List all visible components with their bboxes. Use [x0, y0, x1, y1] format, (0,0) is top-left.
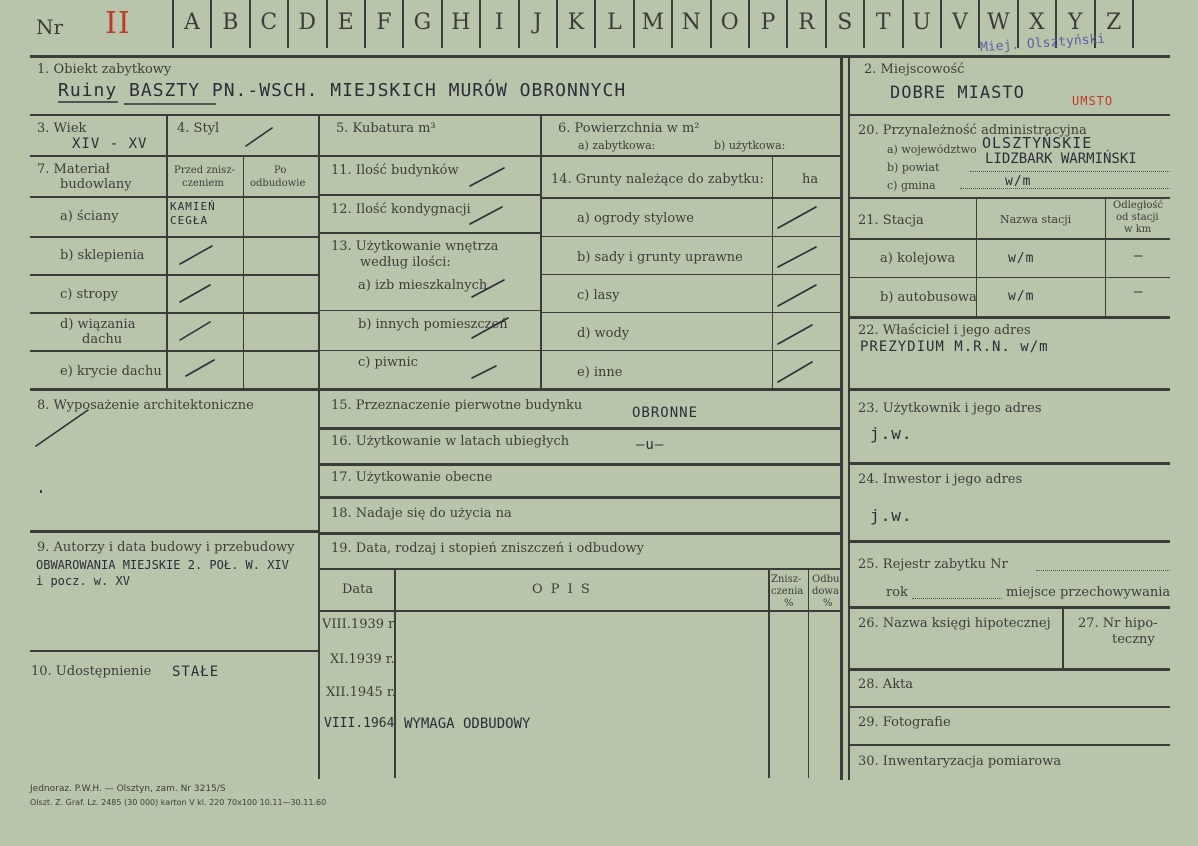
field-29-label: 29. Fotografie — [858, 715, 951, 730]
field-25-rok: rok — [886, 585, 908, 600]
field-19-row-1-date: VIII.1939 r. — [322, 617, 398, 632]
field-19-row-2-date: XI.1939 r. — [330, 652, 395, 667]
letter-a: A — [184, 10, 200, 35]
field-19-row-4-opis: WYMAGA ODBUDOWY — [404, 716, 531, 732]
field-21a-label: a) kolejowa — [880, 251, 956, 266]
field-7e-label: e) krycie dachu — [60, 364, 162, 379]
field-1-value: Ruiny BASZTY PN.-WSCH. MIEJSKICH MURÓW OBRONNYCH — [58, 80, 627, 101]
field-23-label: 23. Użytkownik i jego adres — [858, 401, 1042, 416]
field-14a-label: a) ogrody stylowe — [577, 211, 694, 226]
field-10-label: 10. Udostępnienie — [31, 664, 152, 679]
field-21-col-dist: Odległość — [1113, 200, 1164, 211]
field-7d-label-2: dachu — [82, 332, 123, 347]
field-6-label: 6. Powierzchnia w m² — [558, 121, 700, 136]
field-20c-label: c) gmina — [887, 179, 936, 192]
field-19-col-data: Data — [342, 582, 374, 597]
field-3-label: 3. Wiek — [37, 121, 87, 136]
field-26-label: 26. Nazwa księgi hipotecznej — [858, 616, 1051, 631]
field-21a-dist: — — [1134, 248, 1144, 264]
field-27-label-2: teczny — [1112, 632, 1155, 647]
letter-r: R — [798, 10, 815, 35]
field-23-value: j.w. — [870, 424, 913, 443]
letter-v: V — [952, 10, 968, 35]
field-19-col-opis: O P I S — [532, 582, 592, 597]
nr-label: Nr — [36, 15, 64, 39]
field-7-col-after-2: odbudowie — [250, 178, 306, 189]
field-19-col-zn-3: % — [784, 598, 794, 609]
letter-l: L — [607, 10, 622, 35]
letter-e: E — [337, 10, 354, 35]
field-30-label: 30. Inwentaryzacja pomiarowa — [858, 754, 1062, 769]
field-25-miejsce: miejsce przechowywania — [1006, 585, 1171, 600]
field-2-label: 2. Miejscowość — [864, 62, 965, 77]
field-14b-label: b) sady i grunty uprawne — [577, 250, 743, 265]
field-20-label: 20. Przynależność administracyjna — [858, 123, 1087, 138]
stroke-styl — [246, 128, 272, 146]
letter-u: U — [912, 10, 931, 35]
letter-t: T — [875, 10, 891, 35]
field-20c-value: w/m — [1005, 174, 1032, 189]
field-20b-value: LIDZBARK WARMIŃSKI — [985, 151, 1137, 167]
letter-n: N — [681, 10, 701, 35]
field-7-col-after: Po — [274, 165, 287, 176]
footer-line-1: Jednoraz. P.W.H. — Olsztyn, zam. Nr 3215/S — [30, 784, 226, 794]
field-13b-label: b) innych pomieszczeń — [358, 317, 508, 332]
letter-k: K — [567, 10, 585, 35]
field-19-row-3-date: XII.1945 r. — [326, 685, 396, 700]
field-7d-label: d) wiązania — [60, 317, 136, 332]
letter-c: C — [260, 10, 278, 35]
field-7-label-2: budowlany — [60, 177, 132, 192]
letter-b: B — [222, 10, 239, 35]
field-19-label: 19. Data, rodzaj i stopień zniszczeń i odbudowy — [331, 541, 645, 556]
field-10-value: STAŁE — [172, 664, 220, 680]
letter-m: M — [641, 10, 665, 35]
field-15-label: 15. Przeznaczenie pierwotne budynku — [331, 398, 583, 413]
field-24-value: j.w. — [870, 506, 913, 525]
field-22-value: PREZYDIUM M.R.N. w/m — [860, 339, 1049, 355]
field-7-col-before-2: czeniem — [182, 178, 224, 189]
field-2-extra: UMSTO — [1072, 94, 1114, 108]
field-21-label: 21. Stacja — [858, 213, 924, 228]
field-21-col-dist-3: w km — [1124, 224, 1152, 235]
field-7-label: 7. Materiał — [37, 162, 110, 177]
stamp-text: Miej. Olsztyński — [979, 31, 1106, 56]
field-21b-dist: — — [1134, 284, 1144, 300]
field-28-label: 28. Akta — [858, 677, 914, 692]
field-14-label: 14. Grunty należące do zabytku: — [551, 172, 764, 187]
field-16-label: 16. Użytkowanie w latach ubiegłych — [331, 434, 570, 449]
field-13-label-2: według ilości: — [360, 255, 451, 270]
field-20b-label: b) powiat — [887, 161, 940, 174]
field-22-label: 22. Właściciel i jego adres — [858, 323, 1031, 338]
field-19-col-zn: Znisz- — [771, 574, 802, 585]
letter-z: Z — [1105, 10, 1122, 35]
field-7-col-before: Przed znisz- — [174, 165, 235, 176]
field-8-label: 8. Wyposażenie architektoniczne — [37, 398, 254, 413]
letter-j: J — [533, 10, 542, 35]
field-7a-label: a) ściany — [60, 209, 119, 224]
field-9-value: OBWAROWANIA MIEJSKIE 2. POŁ. W. XIV — [36, 558, 289, 572]
field-4-label: 4. Styl — [177, 121, 220, 136]
field-6b-label: b) użytkowa: — [714, 139, 786, 152]
field-14c-label: c) lasy — [577, 288, 620, 303]
field-7a-value: KAMIEŃ CEGŁA — [170, 200, 216, 227]
field-13c-label: c) piwnic — [358, 355, 418, 370]
letter-y: Y — [1067, 10, 1083, 35]
field-20a-value: OLSZTYŃSKIE — [982, 134, 1093, 152]
field-15-value: OBRONNE — [632, 405, 699, 421]
field-6a-label: a) zabytkowa: — [578, 139, 656, 152]
field-20a-label: a) województwo — [887, 143, 977, 156]
field-5-label: 5. Kubatura m³ — [336, 121, 436, 136]
field-12-label: 12. Ilość kondygnacji — [331, 202, 471, 217]
field-19-col-od: Odbu- — [812, 574, 843, 585]
letter-o: O — [720, 10, 739, 35]
field-11-label: 11. Ilość budynków — [331, 163, 459, 178]
field-21-col-name: Nazwa stacji — [1000, 213, 1072, 226]
field-19-col-od-3: % — [823, 598, 833, 609]
letter-x: X — [1028, 10, 1045, 35]
field-7b-label: b) sklepienia — [60, 248, 145, 263]
field-21b-value: w/m — [1008, 289, 1035, 304]
letter-h: H — [451, 10, 471, 35]
letter-w: W — [987, 10, 1010, 35]
footer-line-2: Olszt. Z. Graf. Lz. 2485 (30 000) karton V kl. 220 70x100 10.11—30.11.60 — [30, 798, 327, 807]
field-21a-value: w/m — [1008, 251, 1035, 266]
field-7c-label: c) stropy — [60, 287, 119, 302]
letter-g: G — [413, 10, 432, 35]
field-24-label: 24. Inwestor i jego adres — [858, 472, 1023, 487]
field-1-label: 1. Obiekt zabytkowy — [37, 62, 172, 77]
field-16-value: —u— — [636, 437, 665, 453]
letter-f: F — [376, 10, 392, 35]
field-19-col-od-2: dowa — [812, 586, 839, 597]
letter-s: S — [837, 10, 853, 35]
field-21b-label: b) autobusowa — [880, 290, 977, 305]
field-13a-label: a) izb mieszkalnych — [358, 278, 488, 293]
letter-i: I — [494, 10, 504, 35]
field-19-col-zn-2: czenia — [771, 586, 804, 597]
field-14d-label: d) wody — [577, 326, 630, 341]
field-9-value-2: i pocz. w. XV — [36, 574, 130, 588]
letter-p: P — [760, 10, 776, 35]
letter-d: D — [298, 10, 316, 35]
field-9-label: 9. Autorzy i data budowy i przebudowy — [37, 540, 295, 555]
field-2-value: DOBRE MIASTO — [890, 83, 1025, 103]
nr-value: II — [105, 6, 131, 41]
field-19-row-4-date: VIII.1964 — [324, 716, 395, 731]
field-14e-label: e) inne — [577, 365, 623, 380]
field-3-value: XIV - XV — [72, 136, 148, 152]
field-21-col-dist-2: od stacji — [1116, 212, 1159, 223]
field-13-label: 13. Użytkowanie wnętrza — [331, 239, 499, 254]
field-25-label: 25. Rejestr zabytku Nr — [858, 557, 1008, 572]
field-27-label: 27. Nr hipo- — [1078, 616, 1158, 631]
field-18-label: 18. Nadaje się do użycia na — [331, 506, 512, 521]
field-17-label: 17. Użytkowanie obecne — [331, 470, 493, 485]
field-14-unit: ha — [802, 172, 819, 187]
